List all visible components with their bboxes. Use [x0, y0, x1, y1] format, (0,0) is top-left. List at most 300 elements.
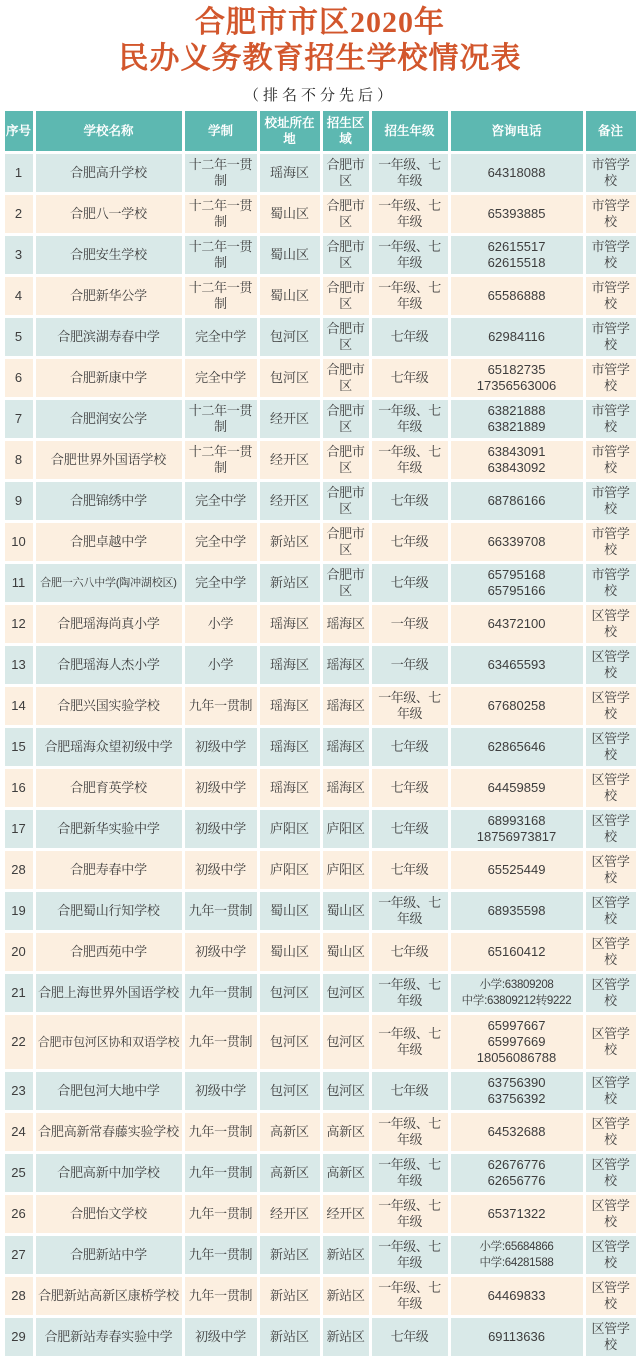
enrollment-grades: 一年级、七年级 — [372, 1277, 448, 1315]
col-header-region: 招生区域 — [323, 111, 369, 151]
phone-line: 小学:65684866 — [479, 1241, 554, 1253]
table-row — [5, 1154, 636, 1192]
school-name: 合肥世界外国语学校 — [36, 441, 182, 479]
enrollment-grades: 一年级、七年级 — [372, 1113, 448, 1151]
school-location: 新站区 — [260, 1277, 320, 1315]
phone-line: 68935598 — [487, 903, 546, 918]
enrollment-region: 新站区 — [323, 1236, 369, 1274]
phone-numbers — [451, 482, 583, 520]
school-name: 合肥新华实验中学 — [36, 810, 182, 848]
school-name: 合肥寿春中学 — [36, 851, 182, 889]
enrollment-region: 合肥市区 — [323, 523, 369, 561]
enrollment-grades: 一年级、七年级 — [372, 441, 448, 479]
remark: 区管学校 — [586, 1318, 636, 1356]
table-row — [5, 1015, 636, 1069]
enrollment-region: 蜀山区 — [323, 892, 369, 930]
enrollment-region: 庐阳区 — [323, 851, 369, 889]
school-system: 九年一贯制 — [185, 1154, 257, 1192]
row-number: 12 — [5, 605, 33, 643]
phone-line: 65160412 — [487, 944, 546, 959]
phone-line: 18756973817 — [476, 829, 557, 844]
enrollment-region: 庐阳区 — [323, 810, 369, 848]
phone-line: 65997669 — [487, 1034, 546, 1049]
school-system: 初级中学 — [185, 810, 257, 848]
school-system: 十二年一贯制 — [185, 400, 257, 438]
row-number: 8 — [5, 441, 33, 479]
remark: 市管学校 — [586, 523, 636, 561]
enrollment-grades: 一年级 — [372, 605, 448, 643]
table-row — [5, 441, 636, 479]
school-name: 合肥润安公学 — [36, 400, 182, 438]
enrollment-region: 新站区 — [323, 1318, 369, 1356]
enrollment-grades: 七年级 — [372, 810, 448, 848]
school-system: 九年一贯制 — [185, 687, 257, 725]
phone-line: 中学:63809212转9222 — [461, 995, 572, 1007]
phone-line: 69113636 — [488, 1329, 545, 1344]
phone-line: 62676776 — [487, 1157, 546, 1172]
row-number: 15 — [5, 728, 33, 766]
phone-line: 66339708 — [487, 534, 546, 549]
school-name: 合肥瑶海尚真小学 — [36, 605, 182, 643]
school-name: 合肥高升学校 — [36, 154, 182, 192]
school-name: 合肥卓越中学 — [36, 523, 182, 561]
phone-numbers — [451, 687, 583, 725]
row-number: 4 — [5, 277, 33, 315]
table-row — [5, 605, 636, 643]
school-location: 瑶海区 — [260, 605, 320, 643]
row-number: 22 — [5, 1015, 33, 1069]
phone-numbers — [451, 359, 583, 397]
remark: 区管学校 — [586, 1072, 636, 1110]
school-name: 合肥瑶海人杰小学 — [36, 646, 182, 684]
school-location: 庐阳区 — [260, 851, 320, 889]
enrollment-grades: 七年级 — [372, 482, 448, 520]
school-location: 蜀山区 — [260, 277, 320, 315]
remark: 区管学校 — [586, 1277, 636, 1315]
remark: 区管学校 — [586, 1195, 636, 1233]
school-system: 十二年一贯制 — [185, 154, 257, 192]
phone-numbers — [451, 1195, 583, 1233]
remark: 区管学校 — [586, 1113, 636, 1151]
school-system: 十二年一贯制 — [185, 277, 257, 315]
phone-numbers — [451, 1154, 583, 1192]
table-row — [5, 482, 636, 520]
enrollment-grades: 七年级 — [372, 1318, 448, 1356]
col-header-system: 学制 — [185, 111, 257, 151]
remark: 区管学校 — [586, 1015, 636, 1069]
row-number: 14 — [5, 687, 33, 725]
remark: 市管学校 — [586, 236, 636, 274]
table-row — [5, 1113, 636, 1151]
remark: 区管学校 — [586, 892, 636, 930]
table-row — [5, 974, 636, 1012]
enrollment-grades: 一年级、七年级 — [372, 687, 448, 725]
school-name: 合肥锦绣中学 — [36, 482, 182, 520]
phone-line: 62865646 — [487, 739, 546, 754]
school-location: 经开区 — [260, 441, 320, 479]
enrollment-grades: 七年级 — [372, 769, 448, 807]
phone-line: 64469833 — [487, 1288, 546, 1303]
table-row — [5, 851, 636, 889]
phone-numbers — [451, 974, 583, 1012]
enrollment-grades: 一年级、七年级 — [372, 892, 448, 930]
enrollment-region: 合肥市区 — [323, 195, 369, 233]
col-header-school-name: 学校名称 — [36, 111, 182, 151]
row-number: 24 — [5, 1113, 33, 1151]
row-number: 5 — [5, 318, 33, 356]
phone-numbers — [451, 318, 583, 356]
phone-line: 65586888 — [487, 288, 546, 303]
phone-line: 63756390 — [487, 1075, 546, 1090]
remark: 市管学校 — [586, 400, 636, 438]
page-header — [0, 0, 640, 105]
school-name: 合肥新华公学 — [36, 277, 182, 315]
phone-line: 62615518 — [487, 255, 546, 270]
enrollment-region: 合肥市区 — [323, 277, 369, 315]
enrollment-region: 合肥市区 — [323, 441, 369, 479]
enrollment-region: 瑶海区 — [323, 769, 369, 807]
table-row — [5, 564, 636, 602]
enrollment-region: 蜀山区 — [323, 933, 369, 971]
enrollment-grades: 一年级、七年级 — [372, 1236, 448, 1274]
phone-line: 64532688 — [487, 1124, 546, 1139]
school-system: 九年一贯制 — [185, 1113, 257, 1151]
phone-numbers — [451, 154, 583, 192]
phone-numbers — [451, 933, 583, 971]
phone-numbers — [451, 523, 583, 561]
school-name: 合肥高新中加学校 — [36, 1154, 182, 1192]
school-system: 初级中学 — [185, 728, 257, 766]
phone-numbers — [451, 646, 583, 684]
school-location: 瑶海区 — [260, 769, 320, 807]
enrollment-region: 瑶海区 — [323, 687, 369, 725]
enrollment-grades: 一年级、七年级 — [372, 974, 448, 1012]
school-name: 合肥一六八中学(陶冲湖校区) — [36, 564, 182, 602]
enrollment-grades: 一年级 — [372, 646, 448, 684]
school-system: 十二年一贯制 — [185, 195, 257, 233]
enrollment-grades: 七年级 — [372, 523, 448, 561]
enrollment-region: 包河区 — [323, 1072, 369, 1110]
school-name: 合肥新站寿春实验中学 — [36, 1318, 182, 1356]
school-system: 完全中学 — [185, 359, 257, 397]
school-system: 小学 — [185, 605, 257, 643]
school-location: 包河区 — [260, 359, 320, 397]
table-row — [5, 646, 636, 684]
remark: 市管学校 — [586, 441, 636, 479]
school-name: 合肥新站高新区康桥学校 — [36, 1277, 182, 1315]
enrollment-grades: 七年级 — [372, 851, 448, 889]
phone-numbers — [451, 851, 583, 889]
phone-line: 64459859 — [487, 780, 546, 795]
enrollment-region: 高新区 — [323, 1154, 369, 1192]
school-location: 新站区 — [260, 1236, 320, 1274]
col-header-remark: 备注 — [586, 111, 636, 151]
enrollment-region: 合肥市区 — [323, 359, 369, 397]
phone-line: 63821888 — [487, 403, 546, 418]
school-location: 蜀山区 — [260, 236, 320, 274]
school-location: 蜀山区 — [260, 933, 320, 971]
enrollment-grades: 一年级、七年级 — [372, 236, 448, 274]
remark: 区管学校 — [586, 769, 636, 807]
enrollment-region: 合肥市区 — [323, 154, 369, 192]
remark: 区管学校 — [586, 728, 636, 766]
phone-numbers — [451, 769, 583, 807]
school-name: 合肥市包河区协和双语学校 — [36, 1015, 182, 1069]
row-number: 21 — [5, 974, 33, 1012]
enrollment-region: 瑶海区 — [323, 646, 369, 684]
row-number: 2 — [5, 195, 33, 233]
school-system: 初级中学 — [185, 933, 257, 971]
enrollment-grades: 一年级、七年级 — [372, 1195, 448, 1233]
row-number: 23 — [5, 1072, 33, 1110]
schools-table — [2, 108, 639, 1359]
enrollment-grades: 一年级、七年级 — [372, 1015, 448, 1069]
school-name: 合肥包河大地中学 — [36, 1072, 182, 1110]
school-system: 初级中学 — [185, 1318, 257, 1356]
phone-numbers — [451, 1015, 583, 1069]
school-system: 九年一贯制 — [185, 892, 257, 930]
row-number: 25 — [5, 1154, 33, 1192]
table-row — [5, 195, 636, 233]
row-number: 10 — [5, 523, 33, 561]
school-system: 九年一贯制 — [185, 974, 257, 1012]
school-location: 包河区 — [260, 1072, 320, 1110]
enrollment-region: 合肥市区 — [323, 564, 369, 602]
row-number: 1 — [5, 154, 33, 192]
school-location: 新站区 — [260, 523, 320, 561]
table-row — [5, 687, 636, 725]
page-subtitle: （排名不分先后） — [243, 88, 396, 104]
page-title-line1: 合肥市市区2020年 — [195, 6, 445, 39]
col-header-phone: 咨询电话 — [451, 111, 583, 151]
enrollment-region: 高新区 — [323, 1113, 369, 1151]
remark: 市管学校 — [586, 359, 636, 397]
row-number: 29 — [5, 1318, 33, 1356]
phone-line: 65182735 — [487, 362, 546, 377]
school-location: 新站区 — [260, 1318, 320, 1356]
col-header-no: 序号 — [5, 111, 33, 151]
row-number: 26 — [5, 1195, 33, 1233]
school-location: 包河区 — [260, 974, 320, 1012]
row-number: 9 — [5, 482, 33, 520]
school-system: 九年一贯制 — [185, 1236, 257, 1274]
enrollment-grades: 七年级 — [372, 933, 448, 971]
phone-line: 63843092 — [487, 460, 546, 475]
phone-line: 65393885 — [487, 206, 546, 221]
page-title-line2: 民办义务教育招生学校情况表 — [118, 42, 522, 75]
school-name: 合肥西苑中学 — [36, 933, 182, 971]
row-number: 28 — [5, 851, 33, 889]
enrollment-region: 合肥市区 — [323, 236, 369, 274]
phone-line: 62984116 — [488, 329, 545, 344]
remark: 区管学校 — [586, 974, 636, 1012]
remark: 市管学校 — [586, 564, 636, 602]
school-location: 庐阳区 — [260, 810, 320, 848]
school-name: 合肥瑶海众望初级中学 — [36, 728, 182, 766]
phone-numbers — [451, 1236, 583, 1274]
school-location: 瑶海区 — [260, 728, 320, 766]
table-row — [5, 277, 636, 315]
phone-line: 65795166 — [487, 583, 546, 598]
table-row — [5, 318, 636, 356]
phone-line: 68786166 — [487, 493, 546, 508]
table-row — [5, 1072, 636, 1110]
school-location: 包河区 — [260, 1015, 320, 1069]
remark: 区管学校 — [586, 1236, 636, 1274]
remark: 市管学校 — [586, 318, 636, 356]
school-location: 新站区 — [260, 564, 320, 602]
row-number: 19 — [5, 892, 33, 930]
phone-numbers — [451, 892, 583, 930]
row-number: 7 — [5, 400, 33, 438]
table-row — [5, 523, 636, 561]
enrollment-grades: 七年级 — [372, 318, 448, 356]
school-system: 完全中学 — [185, 482, 257, 520]
phone-line: 68993168 — [487, 813, 546, 828]
school-location: 经开区 — [260, 400, 320, 438]
phone-numbers — [451, 236, 583, 274]
phone-numbers — [451, 195, 583, 233]
remark: 区管学校 — [586, 851, 636, 889]
school-location: 经开区 — [260, 482, 320, 520]
row-number: 6 — [5, 359, 33, 397]
school-location: 瑶海区 — [260, 687, 320, 725]
phone-line: 65371322 — [487, 1206, 546, 1221]
row-number: 28 — [5, 1277, 33, 1315]
enrollment-grades: 一年级、七年级 — [372, 277, 448, 315]
phone-line: 65795168 — [487, 567, 546, 582]
enrollment-grades: 一年级、七年级 — [372, 154, 448, 192]
remark: 区管学校 — [586, 687, 636, 725]
phone-line: 62615517 — [487, 239, 546, 254]
table-row — [5, 236, 636, 274]
school-system: 九年一贯制 — [185, 1277, 257, 1315]
enrollment-grades: 一年级、七年级 — [372, 195, 448, 233]
remark: 市管学校 — [586, 154, 636, 192]
enrollment-grades: 七年级 — [372, 564, 448, 602]
enrollment-region: 合肥市区 — [323, 482, 369, 520]
phone-line: 小学:63809208 — [479, 979, 554, 991]
row-number: 27 — [5, 1236, 33, 1274]
phone-numbers — [451, 605, 583, 643]
table-row — [5, 769, 636, 807]
school-location: 瑶海区 — [260, 646, 320, 684]
phone-numbers — [451, 564, 583, 602]
table-header-row — [5, 111, 636, 151]
remark: 区管学校 — [586, 605, 636, 643]
school-system: 完全中学 — [185, 564, 257, 602]
school-location: 蜀山区 — [260, 892, 320, 930]
school-location: 蜀山区 — [260, 195, 320, 233]
table-row — [5, 892, 636, 930]
school-system: 完全中学 — [185, 318, 257, 356]
phone-line: 64318088 — [487, 165, 546, 180]
table-row — [5, 1277, 636, 1315]
row-number: 20 — [5, 933, 33, 971]
school-location: 高新区 — [260, 1154, 320, 1192]
enrollment-grades: 一年级、七年级 — [372, 1154, 448, 1192]
phone-line: 62656776 — [487, 1173, 546, 1188]
school-system: 九年一贯制 — [185, 1195, 257, 1233]
school-location: 高新区 — [260, 1113, 320, 1151]
row-number: 13 — [5, 646, 33, 684]
school-name: 合肥八一学校 — [36, 195, 182, 233]
phone-numbers — [451, 277, 583, 315]
enrollment-region: 合肥市区 — [323, 400, 369, 438]
table-row — [5, 933, 636, 971]
phone-numbers — [451, 1318, 583, 1356]
enrollment-grades: 一年级、七年级 — [372, 400, 448, 438]
school-name: 合肥怡文学校 — [36, 1195, 182, 1233]
school-name: 合肥滨湖寿春中学 — [36, 318, 182, 356]
table-row — [5, 1318, 636, 1356]
enrollment-region: 瑶海区 — [323, 605, 369, 643]
remark: 区管学校 — [586, 646, 636, 684]
col-header-location: 校址所在地 — [260, 111, 320, 151]
school-location: 瑶海区 — [260, 154, 320, 192]
phone-line: 65525449 — [487, 862, 546, 877]
phone-numbers — [451, 441, 583, 479]
phone-line: 63821889 — [487, 419, 546, 434]
school-system: 初级中学 — [185, 1072, 257, 1110]
table-row — [5, 1236, 636, 1274]
table-row — [5, 154, 636, 192]
phone-numbers — [451, 810, 583, 848]
school-system: 初级中学 — [185, 769, 257, 807]
remark: 市管学校 — [586, 482, 636, 520]
enrollment-region: 新站区 — [323, 1277, 369, 1315]
school-location: 包河区 — [260, 318, 320, 356]
school-system: 九年一贯制 — [185, 1015, 257, 1069]
enrollment-region: 包河区 — [323, 974, 369, 1012]
school-name: 合肥安生学校 — [36, 236, 182, 274]
row-number: 3 — [5, 236, 33, 274]
phone-line: 64372100 — [487, 616, 546, 631]
row-number: 17 — [5, 810, 33, 848]
phone-line: 17356563006 — [476, 378, 557, 393]
enrollment-region: 瑶海区 — [323, 728, 369, 766]
phone-line: 63465593 — [487, 657, 546, 672]
school-system: 小学 — [185, 646, 257, 684]
enrollment-grades: 七年级 — [372, 359, 448, 397]
school-name: 合肥新站中学 — [36, 1236, 182, 1274]
school-system: 初级中学 — [185, 851, 257, 889]
school-system: 完全中学 — [185, 523, 257, 561]
phone-numbers — [451, 728, 583, 766]
school-name: 合肥上海世界外国语学校 — [36, 974, 182, 1012]
remark: 区管学校 — [586, 1154, 636, 1192]
phone-numbers — [451, 1113, 583, 1151]
table-row — [5, 728, 636, 766]
table-row — [5, 400, 636, 438]
enrollment-region: 经开区 — [323, 1195, 369, 1233]
table-row — [5, 810, 636, 848]
enrollment-grades: 七年级 — [372, 1072, 448, 1110]
school-system: 十二年一贯制 — [185, 441, 257, 479]
phone-line: 中学:64281588 — [479, 1257, 554, 1269]
phone-line: 63756392 — [487, 1091, 546, 1106]
remark: 市管学校 — [586, 195, 636, 233]
school-name: 合肥育英学校 — [36, 769, 182, 807]
table-row — [5, 1195, 636, 1233]
school-name: 合肥蜀山行知学校 — [36, 892, 182, 930]
phone-numbers — [451, 1277, 583, 1315]
enrollment-region: 合肥市区 — [323, 318, 369, 356]
phone-numbers — [451, 1072, 583, 1110]
phone-line: 18056086788 — [476, 1050, 557, 1065]
school-system: 十二年一贯制 — [185, 236, 257, 274]
remark: 区管学校 — [586, 933, 636, 971]
